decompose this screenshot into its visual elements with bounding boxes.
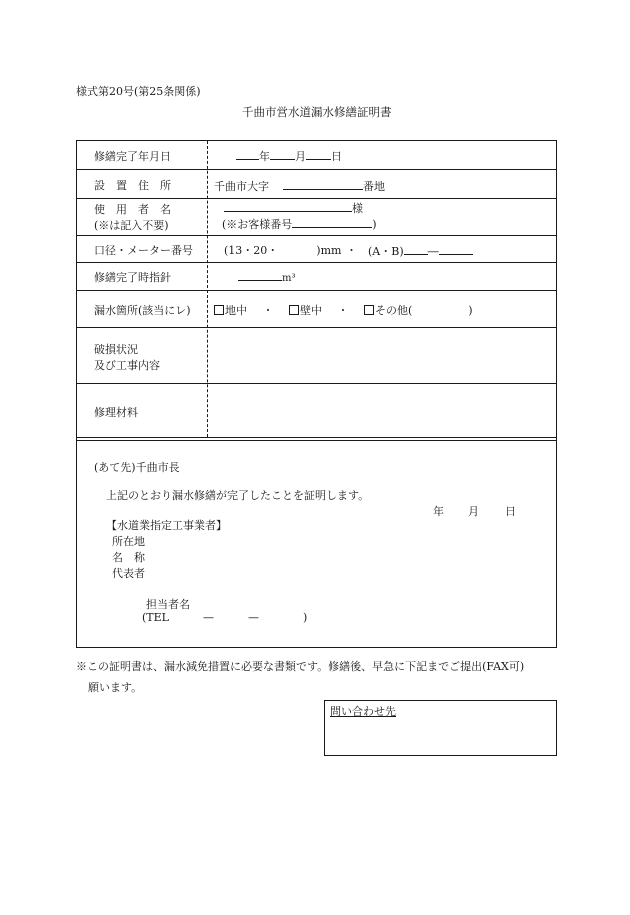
form-number: 様式第20号(第25条関係) — [76, 85, 201, 98]
row-divider — [76, 383, 556, 384]
row-divider — [76, 290, 556, 291]
person-in-charge-label: 担当者名 — [146, 598, 190, 611]
other-option: その他( — [375, 304, 413, 317]
section-divider — [76, 437, 556, 438]
date-field[interactable]: 年 月 日 — [236, 147, 342, 164]
materials-field[interactable] — [212, 386, 552, 434]
telephone-field[interactable]: (TEL — — ) — [142, 611, 308, 624]
date-label: 修繕完了年月日 — [94, 150, 171, 163]
row-divider — [76, 169, 556, 170]
in-wall-option: 壁中 — [300, 304, 322, 317]
certification-year: 年 — [433, 505, 444, 518]
document-title: 千曲市営水道漏水修繕証明書 — [242, 105, 392, 119]
row-divider — [76, 262, 556, 263]
section-divider — [76, 440, 556, 441]
certification-statement: 上記のとおり漏水修繕が完了したことを証明します。 — [106, 489, 370, 502]
user-name-field[interactable]: 様 — [224, 199, 363, 216]
damage-label: 破損状況 — [94, 343, 138, 356]
location-label: 所在地 — [112, 535, 145, 548]
contact-label: 問い合わせ先 — [330, 705, 396, 718]
damage-field[interactable] — [212, 330, 552, 380]
submission-note: ※この証明書は、漏水減免措置に必要な書類です。修繕後、早急に下記までご提出(FAX可) — [76, 660, 525, 673]
reading-field[interactable]: m³ — [238, 268, 296, 284]
submission-note-continued: 願います。 — [88, 681, 143, 694]
not-required-note: (※は記入不要) — [94, 219, 169, 232]
user-name-label: 使 用 者 名 — [94, 203, 171, 216]
row-divider — [76, 327, 556, 328]
customer-number-field[interactable]: (※お客様番号 ) — [222, 215, 377, 232]
meter-label: 口径・メーター番号 — [94, 244, 193, 257]
representative-label: 代表者 — [112, 567, 145, 580]
contact-box — [324, 700, 557, 756]
addressee: (あて先)千曲市長 — [94, 461, 180, 474]
leak-location-options: 地中 ・ 壁中 ・ その他( ) — [214, 302, 473, 318]
certification-day: 日 — [505, 505, 516, 518]
underground-checkbox[interactable] — [214, 305, 224, 315]
leak-location-label: 漏水箇所(該当にレ) — [94, 304, 191, 317]
work-content-label: 及び工事内容 — [94, 359, 160, 372]
column-divider — [207, 141, 208, 437]
other-checkbox[interactable] — [364, 305, 374, 315]
row-divider — [76, 235, 556, 236]
company-name-label: 名 称 — [112, 551, 145, 564]
contractor-heading: 【水道業指定工事業者】 — [106, 519, 227, 532]
address-field[interactable]: 千曲市大字 番地 — [214, 177, 385, 194]
address-label: 設 置 住 所 — [94, 179, 171, 192]
certification-month: 月 — [468, 505, 479, 518]
meter-number-field[interactable]: (A・B) ― — [368, 242, 473, 259]
meter-size-field[interactable]: (13・20・ )mm — [224, 244, 342, 257]
materials-label: 修理材料 — [94, 406, 138, 419]
meter-separator: ・ — [346, 244, 357, 257]
reading-label: 修繕完了時指針 — [94, 271, 171, 284]
in-wall-checkbox[interactable] — [289, 305, 299, 315]
underground-option: 地中 — [225, 304, 247, 317]
